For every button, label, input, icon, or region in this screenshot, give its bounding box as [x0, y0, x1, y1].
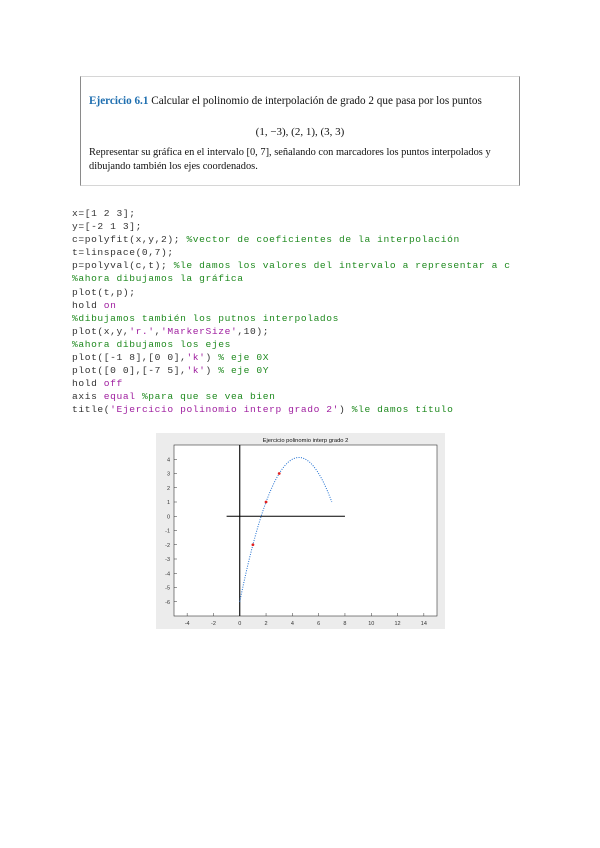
- y-tick-label: 4: [166, 457, 170, 464]
- code-text: c=polyfit(x,y,2);: [72, 234, 187, 246]
- code-text: hold: [72, 299, 104, 311]
- code-keyword-arg: on: [103, 299, 117, 311]
- code-comment: %le damos título: [351, 404, 454, 416]
- chart: [156, 433, 445, 629]
- y-tick-label: -2: [165, 542, 170, 549]
- code-line: [72, 351, 511, 364]
- code-line: [72, 259, 511, 272]
- data-point-marker: [278, 472, 281, 475]
- code-comment: % eje 0X: [218, 352, 270, 364]
- data-point-marker: [265, 501, 268, 504]
- code-listing: [72, 207, 511, 417]
- code-string: 'Ejercicio polinomio interp grado 2': [110, 404, 340, 416]
- x-tick-label: 14: [420, 621, 427, 627]
- exercise-box: [80, 76, 520, 186]
- x-tick-label: 12: [394, 621, 401, 627]
- code-line: [72, 246, 511, 259]
- code-text: p=polyval(c,t);: [72, 260, 174, 272]
- code-keyword-arg: equal: [103, 391, 142, 403]
- code-line: [72, 390, 511, 403]
- code-string: 'MarkerSize': [161, 325, 238, 337]
- code-line: [72, 299, 511, 312]
- y-tick-label: -5: [165, 585, 170, 592]
- y-tick-label: -1: [165, 528, 170, 535]
- code-line: [72, 338, 511, 351]
- code-string: 'r.': [129, 325, 155, 337]
- x-tick-label: -2: [211, 621, 216, 627]
- x-tick-label: 2: [264, 621, 268, 627]
- code-line: [72, 377, 511, 390]
- code-line: [72, 312, 511, 325]
- code-text: plot([-1 8],[0 0],: [72, 352, 187, 364]
- x-tick-label: -4: [184, 621, 190, 627]
- x-tick-label: 0: [238, 621, 242, 627]
- code-line: [72, 220, 511, 233]
- code-text: axis: [72, 391, 104, 403]
- code-line: [72, 286, 511, 299]
- code-comment: %dibujamos también los putnos interpolados: [72, 312, 340, 324]
- code-line: [72, 325, 511, 338]
- y-tick-label: 3: [166, 471, 170, 478]
- code-text: ): [339, 404, 352, 416]
- code-comment: % eje 0Y: [218, 365, 270, 377]
- code-comment: %para que se vea bien: [141, 391, 276, 403]
- y-tick-label: 0: [166, 514, 170, 521]
- y-tick-label: -6: [165, 599, 170, 606]
- x-tick-label: 8: [343, 621, 347, 627]
- x-tick-label: 4: [290, 621, 294, 627]
- code-keyword-arg: off: [103, 378, 123, 390]
- code-text: hold: [72, 378, 104, 390]
- code-text: t=linspace(0,7);: [72, 247, 174, 259]
- exercise-description: Representar su gráfica en el intervalo [0, 7], señalando con marcadores los puntos interpolados y dibujando también los ejes coordenados.: [89, 147, 491, 172]
- code-text: plot(x,y,: [72, 325, 130, 337]
- code-line: [72, 403, 511, 416]
- code-line: [72, 272, 511, 285]
- figure-window: [156, 433, 445, 629]
- code-comment: %ahora dibujamos los ejes: [72, 338, 231, 350]
- y-tick-label: 1: [166, 500, 170, 506]
- code-line: [72, 364, 511, 377]
- code-text: ): [205, 365, 219, 377]
- code-text: title(: [72, 404, 111, 416]
- code-string: 'k': [186, 365, 206, 377]
- code-text: ,: [154, 325, 162, 337]
- code-comment: %vector de coeficientes de la interpolación: [186, 234, 460, 246]
- code-text: x=[1 2 3];: [72, 208, 136, 219]
- code-comment: %le damos los valores del intervalo a representar a c: [173, 260, 511, 272]
- exercise-title: Ejercicio 6.1: [89, 95, 149, 107]
- y-tick-label: -3: [165, 557, 170, 563]
- y-tick-label: -4: [165, 571, 170, 578]
- code-text: ,10);: [237, 325, 270, 337]
- code-text: plot([0 0],[-7 5],: [72, 365, 187, 377]
- data-point-marker: [252, 543, 255, 546]
- code-comment: %ahora dibujamos la gráfica: [72, 273, 244, 285]
- exercise-heading: [89, 95, 482, 107]
- exercise-points: (1, −3), (2, 1), (3, 3): [255, 126, 345, 138]
- code-string: 'k': [186, 352, 206, 364]
- exercise-statement: Calcular el polinomio de interpolación de grado 2 que pasa por los puntos: [151, 95, 482, 107]
- code-line: [72, 233, 511, 246]
- x-tick-label: 6: [317, 621, 321, 627]
- y-tick-label: 2: [166, 485, 170, 492]
- code-text: y=[-2 1 3];: [72, 221, 142, 233]
- code-text: ): [205, 352, 219, 364]
- code-text: plot(t,p);: [72, 286, 136, 298]
- x-tick-label: 10: [368, 621, 375, 627]
- code-line: [72, 207, 511, 220]
- plot-area: [174, 445, 437, 616]
- chart-title: Ejercicio polinomio interp grado 2: [262, 438, 349, 444]
